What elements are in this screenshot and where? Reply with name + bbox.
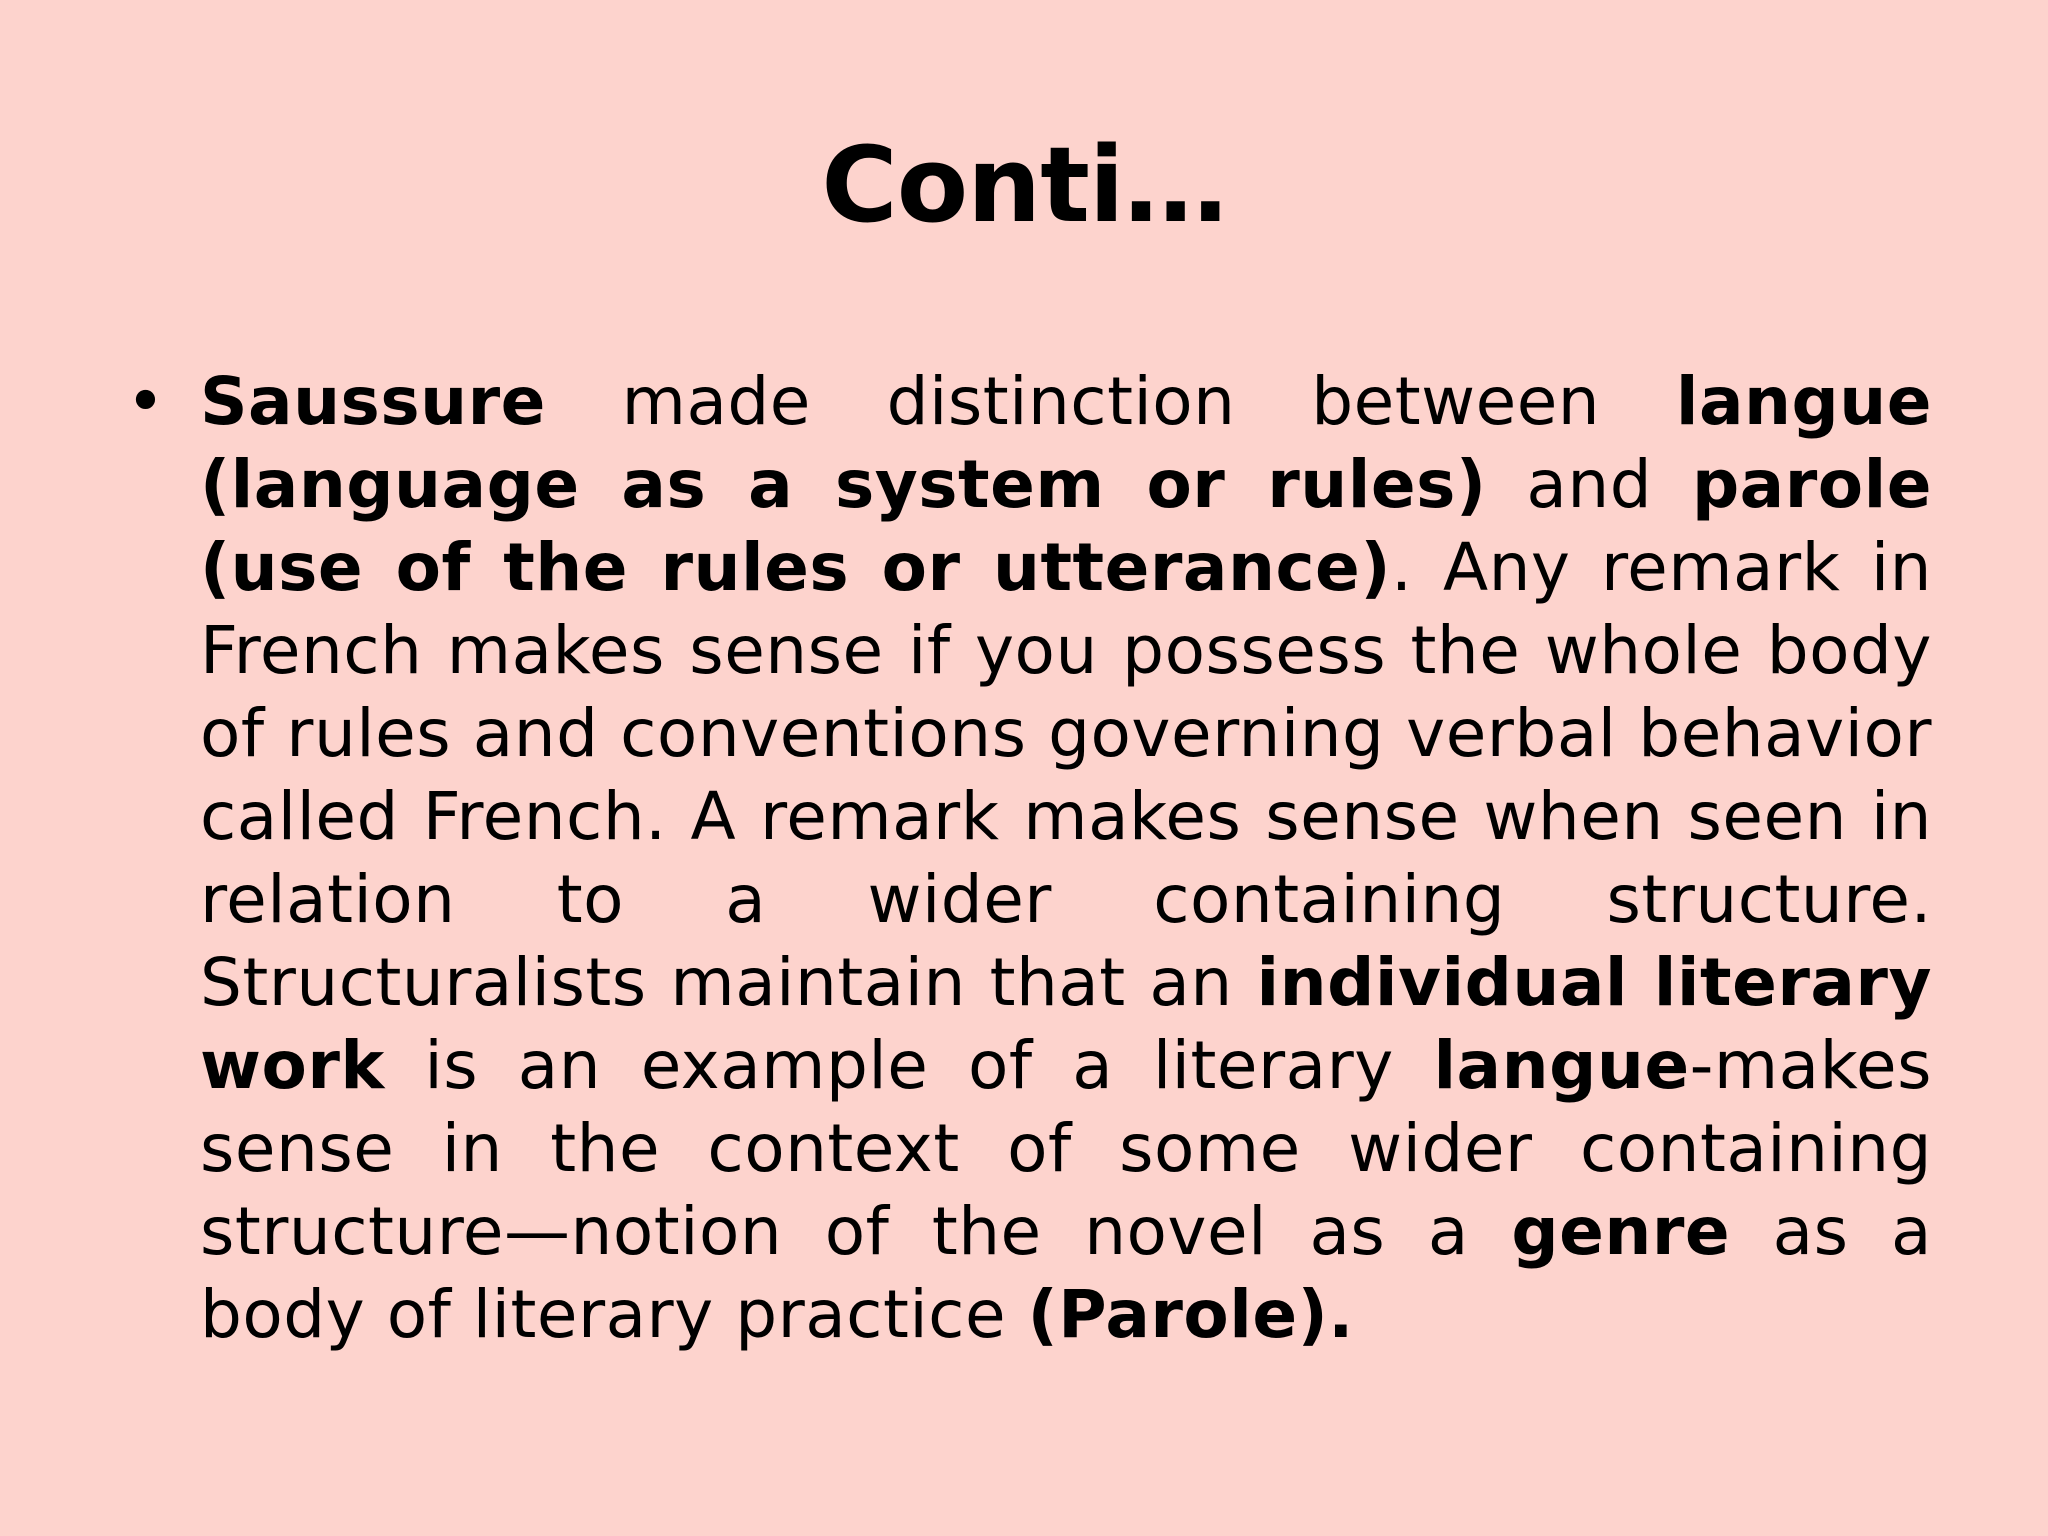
slide-title: Conti… <box>821 124 1227 246</box>
text-run-bold: individual literary work <box>200 944 1932 1104</box>
text-run: as a body of literary practice <box>200 1193 1932 1353</box>
text-run: is an example of a literary <box>384 1027 1434 1104</box>
text-run-bold: genre <box>1511 1193 1731 1270</box>
text-run-bold: parole (use of the rules or utterance) <box>200 446 1932 606</box>
text-run: . Any remark in French makes sense if you possess the whole body of rules and conventions governing verbal behavior called French. A remark makes sense when seen in relation to a wider containing structure. Structuralists maintain that an <box>200 529 1932 1021</box>
text-run: made distinction between <box>545 363 1676 440</box>
bullet-list <box>122 360 1932 1356</box>
text-run-bold: langue <box>1433 1027 1690 1104</box>
text-run-bold: (Parole). <box>1027 1276 1354 1353</box>
text-run: -makes sense in the context of some wider containing structure—notion of the novel as a <box>200 1027 1932 1270</box>
bullet-paragraph <box>200 360 1932 1356</box>
bullet-item <box>122 360 1932 1356</box>
text-run-bold: langue (language as a system or rules) <box>200 363 1932 523</box>
bullet-dot-icon: • <box>126 363 165 440</box>
text-run: and <box>1486 446 1692 523</box>
text-run-bold: Saussure <box>200 363 546 440</box>
